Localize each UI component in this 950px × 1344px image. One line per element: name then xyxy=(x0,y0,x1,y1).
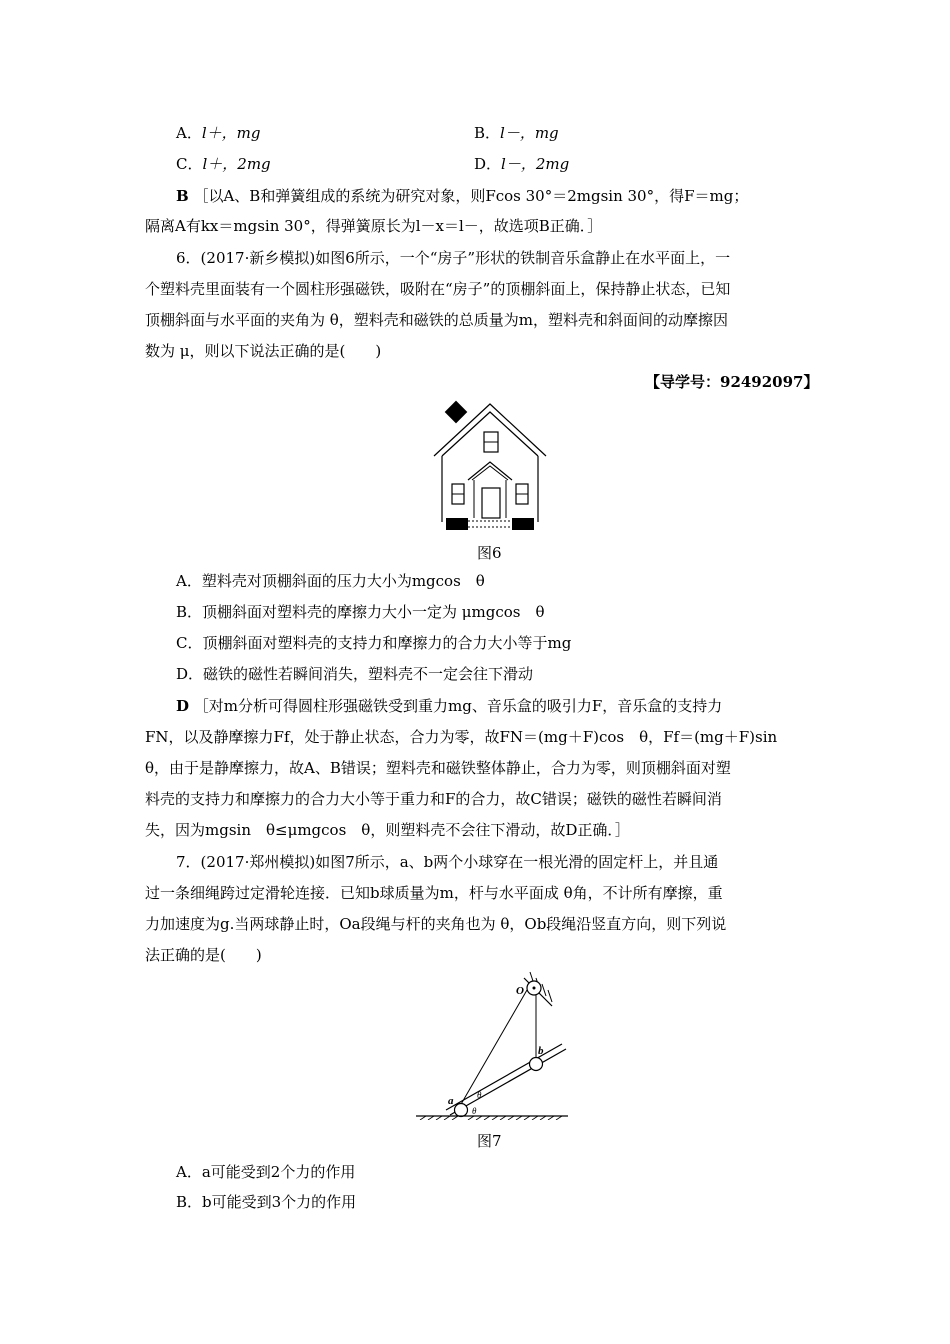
q7-stem-line-3: 力加速度为g.当两球静止时，Oa段绳与杆的夹角也为 θ，Ob段绳沿竖直方向，则下列说 xyxy=(145,915,727,933)
ball-b xyxy=(530,1058,543,1071)
q5-option-b-text: l－，mg xyxy=(500,124,559,142)
q5-option-c xyxy=(176,154,271,174)
q5-option-d-label: D． xyxy=(474,155,502,173)
q6-answer-line-2: FN，以及静摩擦力Ff，处于静止状态，合力为零，故FN＝(mg＋F)cos θ，Ff＝(mg＋F)sin xyxy=(145,728,778,746)
q7-option-b: B．b可能受到3个力的作用 xyxy=(176,1193,357,1211)
label-b: b xyxy=(538,1045,544,1057)
figure-7-pulley-rod xyxy=(412,962,572,1120)
q6-option-d: D．磁铁的磁性若瞬间消失，塑料壳不一定会往下滑动 xyxy=(176,665,534,683)
q6-option-a: A．塑料壳对顶棚斜面的压力大小为mgcos θ xyxy=(176,572,485,590)
q5-option-d xyxy=(474,154,569,174)
q5-answer-line-1 xyxy=(176,186,748,206)
q6-option-c: C．顶棚斜面对塑料壳的支持力和摩擦力的合力大小等于mg xyxy=(176,634,572,652)
figure-6-caption: 图6 xyxy=(477,544,502,562)
q7-option-a: A．a可能受到2个力的作用 xyxy=(176,1163,356,1181)
q6-answer-line-5: 失，因为mgsin θ≤μmgcos θ，则塑料壳不会往下滑动，故D正确．］ xyxy=(145,821,630,839)
q6-answer-line-3: θ，由于是静摩擦力，故A、B错误；塑料壳和磁铁整体静止，合力为零，则顶棚斜面对塑 xyxy=(145,759,731,777)
figure-6-house xyxy=(430,398,550,534)
q6-stem-line-1: 6．(2017·新乡模拟)如图6所示，一个“房子”形状的铁制音乐盒静止在水平面上，一 xyxy=(176,249,731,267)
q5-option-a-text: l＋，mg xyxy=(201,124,261,142)
q5-answer-text-1: ［以A、B和弹簧组成的系统为研究对象，则Fcos 30°＝2mgsin 30°，得F＝mg； xyxy=(193,187,749,205)
q5-answer-letter: B xyxy=(176,187,189,205)
q6-answer-letter: D xyxy=(176,697,190,715)
label-a: a xyxy=(448,1095,454,1107)
q7-stem-line-2: 过一条细绳跨过定滑轮连接．已知b球质量为m，杆与水平面成 θ角，不计所有摩擦，重 xyxy=(145,884,723,902)
label-o: O xyxy=(516,985,524,997)
q6-answer-line-4: 料壳的支持力和摩擦力的合力大小等于重力和F的合力，故C错误；磁铁的磁性若瞬间消 xyxy=(145,790,722,808)
q5-option-b-label: B． xyxy=(474,124,501,142)
q6-stem-line-2: 个塑料壳里面装有一个圆柱形强磁铁，吸附在“房子”的顶棚斜面上，保持静止状态，已知 xyxy=(145,280,731,298)
label-theta-2: θ xyxy=(472,1106,477,1116)
ball-a xyxy=(455,1104,468,1117)
q5-option-b xyxy=(474,123,559,143)
q6-stem-line-3: 顶棚斜面与水平面的夹角为 θ，塑料壳和磁铁的总质量为m，塑料壳和斜面间的动摩擦因 xyxy=(145,311,729,329)
q7-stem-line-1: 7．(2017·郑州模拟)如图7所示，a、b两个小球穿在一根光滑的固定杆上，并且通 xyxy=(176,853,719,871)
q5-option-d-text: l－，2mg xyxy=(501,155,570,173)
magnet-block xyxy=(445,401,468,424)
q6-answer-line-1 xyxy=(176,696,722,716)
q5-answer-line-2: 隔离A有kx＝mgsin 30°，得弹簧原长为l－x＝l－，故选项B正确．］ xyxy=(145,217,603,235)
q7-stem-line-4: 法正确的是( ) xyxy=(145,946,262,964)
q5-option-a-label: A． xyxy=(176,124,202,142)
q5-option-a xyxy=(176,123,260,143)
q6-stem-line-4: 数为 μ，则以下说法正确的是( ) xyxy=(145,342,382,360)
q5-option-c-label: C． xyxy=(176,155,203,173)
q6-option-b: B．顶棚斜面对塑料壳的摩擦力大小一定为 μmgcos θ xyxy=(176,603,545,621)
label-theta-1: θ xyxy=(477,1090,482,1100)
figure-7-caption: 图7 xyxy=(477,1132,502,1150)
q6-answer-text-1: ［对m分析可得圆柱形强磁铁受到重力mg、音乐盒的吸引力F，音乐盒的支持力 xyxy=(193,697,723,715)
q6-guide-number: 【导学号：92492097】 xyxy=(645,373,819,391)
q5-option-c-text: l＋，2mg xyxy=(202,155,271,173)
